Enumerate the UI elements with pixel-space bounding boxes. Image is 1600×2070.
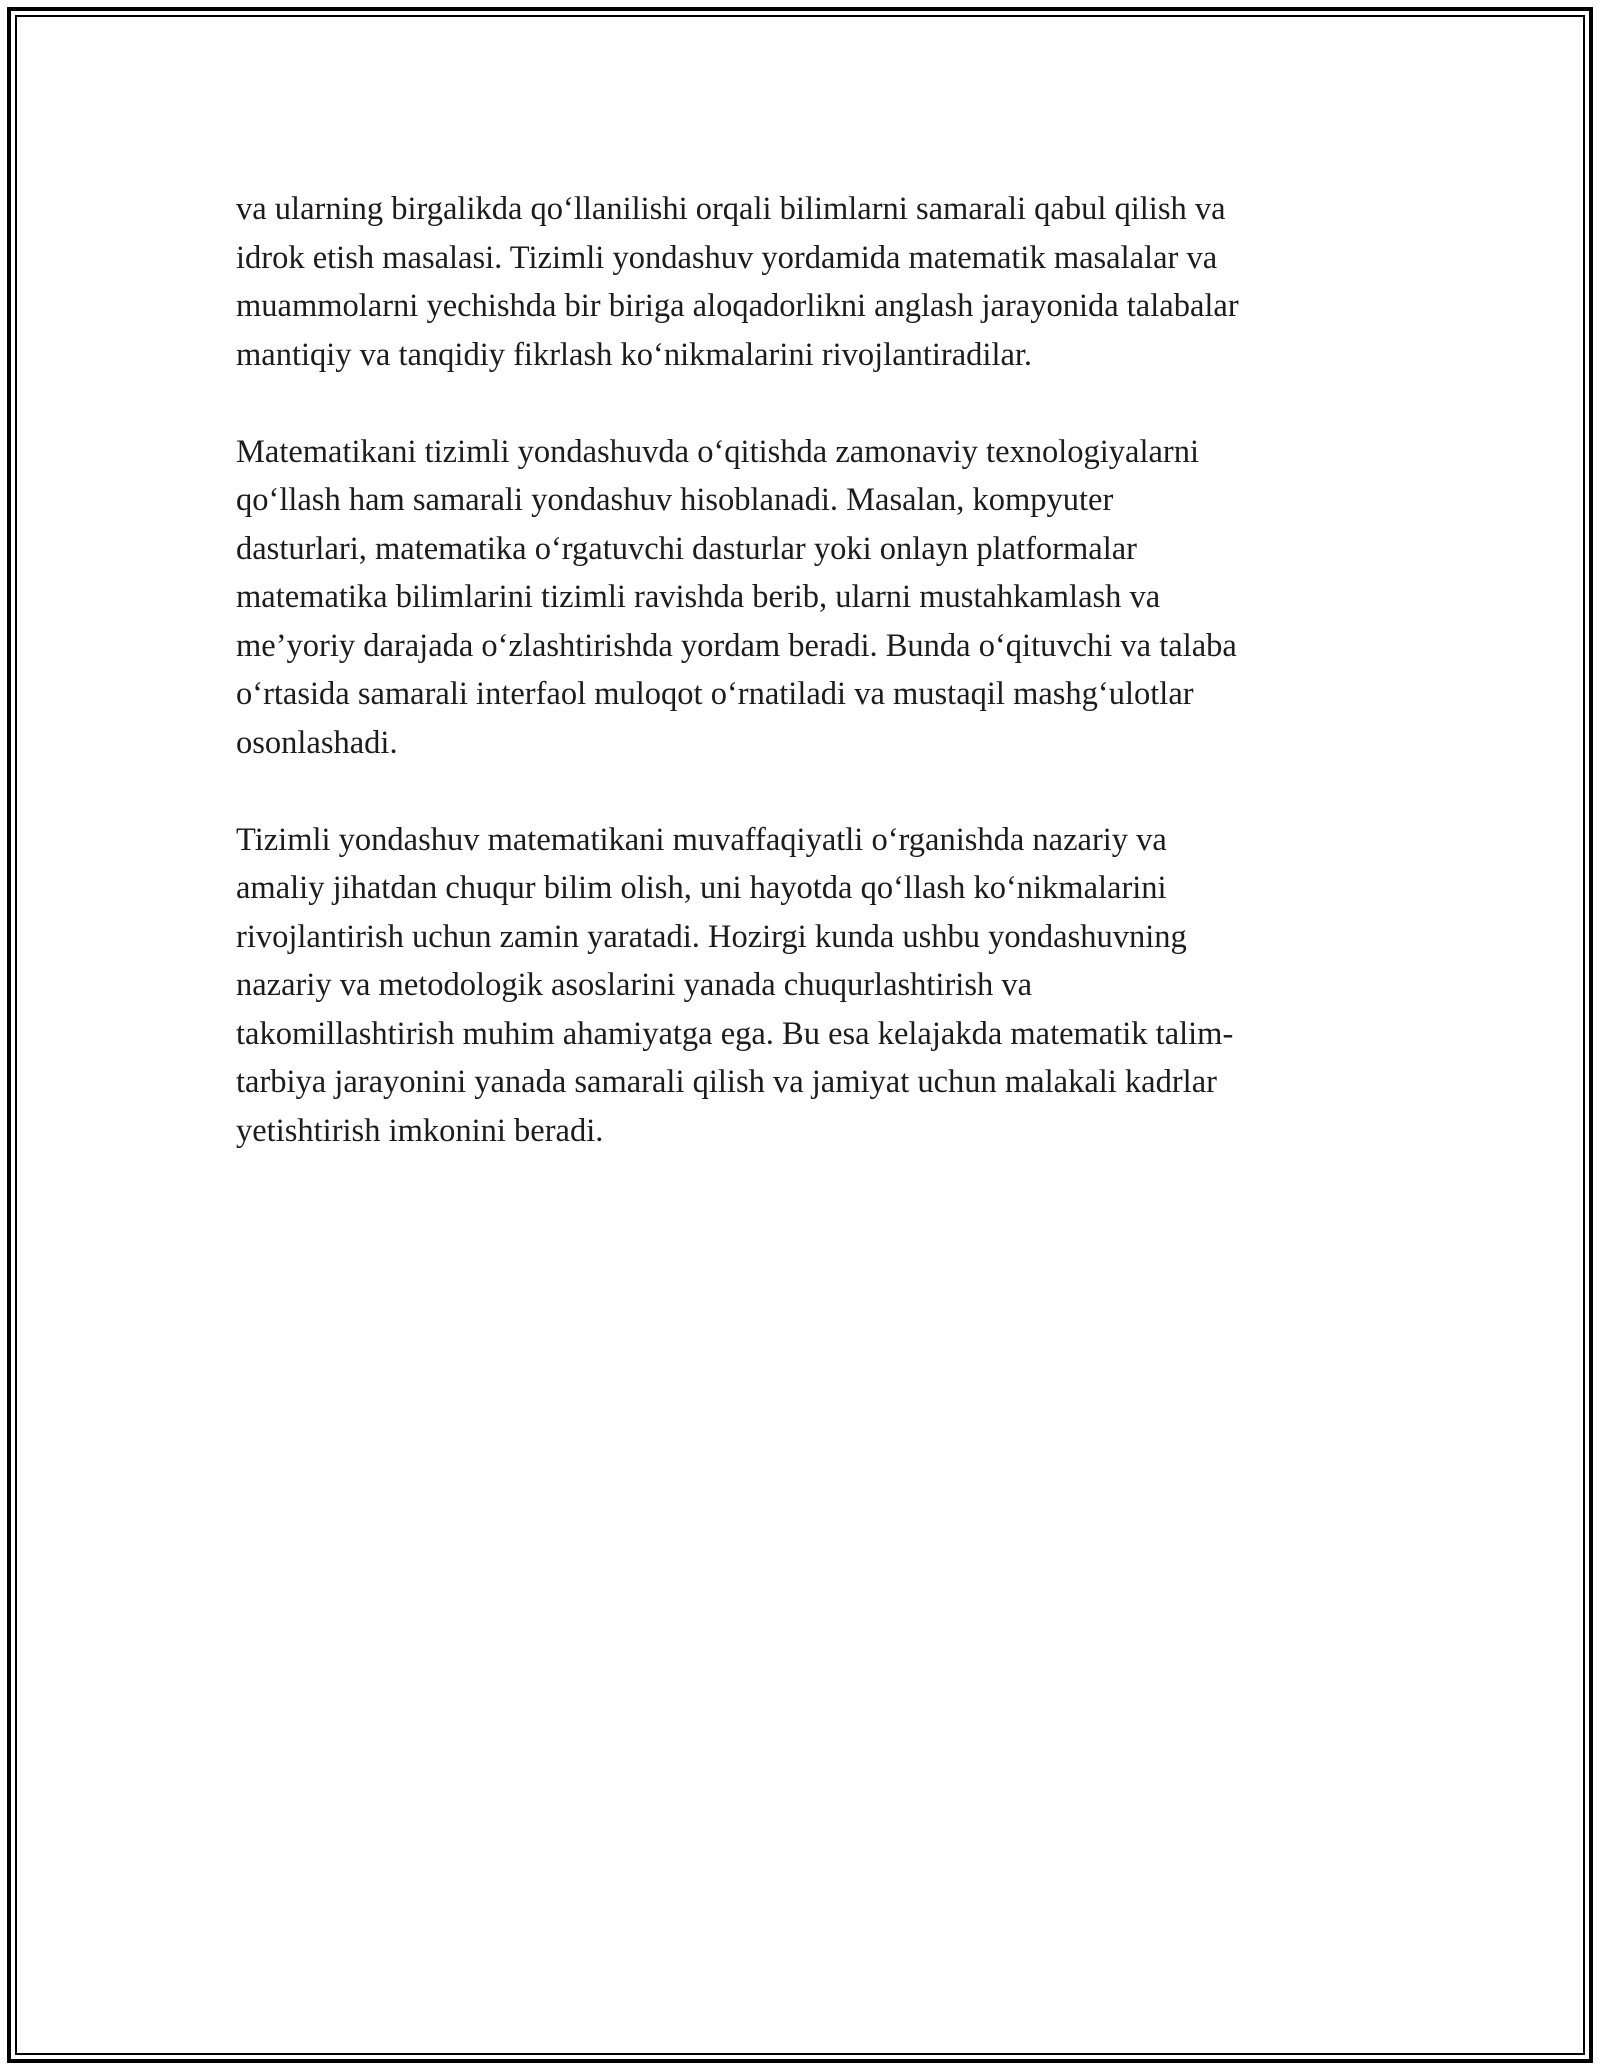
- text-line: dasturlari, matematika o‘rgatuvchi dasturlar yoki onlayn platformalar: [236, 530, 1137, 567]
- text-line: qo‘llash ham samarali yondashuv hisoblanadi. Masalan, kompyuter: [236, 482, 1114, 518]
- text-line: osonlashadi.: [236, 724, 398, 761]
- text-line: Matematikani tizimli yondashuvda o‘qitishda zamonaviy texnologiyalarni: [236, 433, 1200, 470]
- paragraph-1: [236, 185, 1386, 379]
- text-line: amaliy jihatdan chuqur bilim olish, uni hayotda qo‘llash ko‘nikmalarini: [236, 870, 1167, 906]
- paragraph-2: [236, 428, 1386, 768]
- text-line: idrok etish masalasi. Tizimli yondashuv yordamida matematik masalalar va: [236, 239, 1218, 276]
- text-line: takomillashtirish muhim ahamiyatga ega. Bu esa kelajakda matematik talim-: [236, 1015, 1234, 1052]
- text-line: rivojlantirish uchun zamin yaratadi. Hozirgi kunda ushbu yondashuvning: [236, 918, 1187, 955]
- text-line: mantiqiy va tanqidiy fikrlash ko‘nikmalarini rivojlantiradilar.: [236, 336, 1033, 373]
- text-line: va ularning birgalikda qo‘llanilishi orqali bilimlarni samarali qabul qilish va: [236, 191, 1226, 227]
- text-line: muammolarni yechishda bir biriga aloqadorlikni anglash jarayonida talabalar: [236, 288, 1239, 324]
- paragraph-3: [236, 816, 1386, 1156]
- text-line: yetishtirish imkonini beradi.: [236, 1112, 604, 1149]
- text-line: me’yoriy darajada o‘zlashtirishda yordam beradi. Bunda o‘qituvchi va talaba: [236, 627, 1237, 664]
- text-line: matematika bilimlarini tizimli ravishda berib, ularni mustahkamlash va: [236, 579, 1161, 615]
- text-line: o‘rtasida samarali interfaol muloqot o‘rnatiladi va mustaqil mashg‘ulotlar: [236, 676, 1194, 712]
- document-body: [236, 185, 1386, 1204]
- text-line: tarbiya jarayonini yanada samarali qilish va jamiyat uchun malakali kadrlar: [236, 1064, 1217, 1100]
- text-line: Tizimli yondashuv matematikani muvaffaqiyatli o‘rganishda nazariy va: [236, 821, 1167, 858]
- text-line: nazariy va metodologik asoslarini yanada chuqurlashtirish va: [236, 967, 1033, 1003]
